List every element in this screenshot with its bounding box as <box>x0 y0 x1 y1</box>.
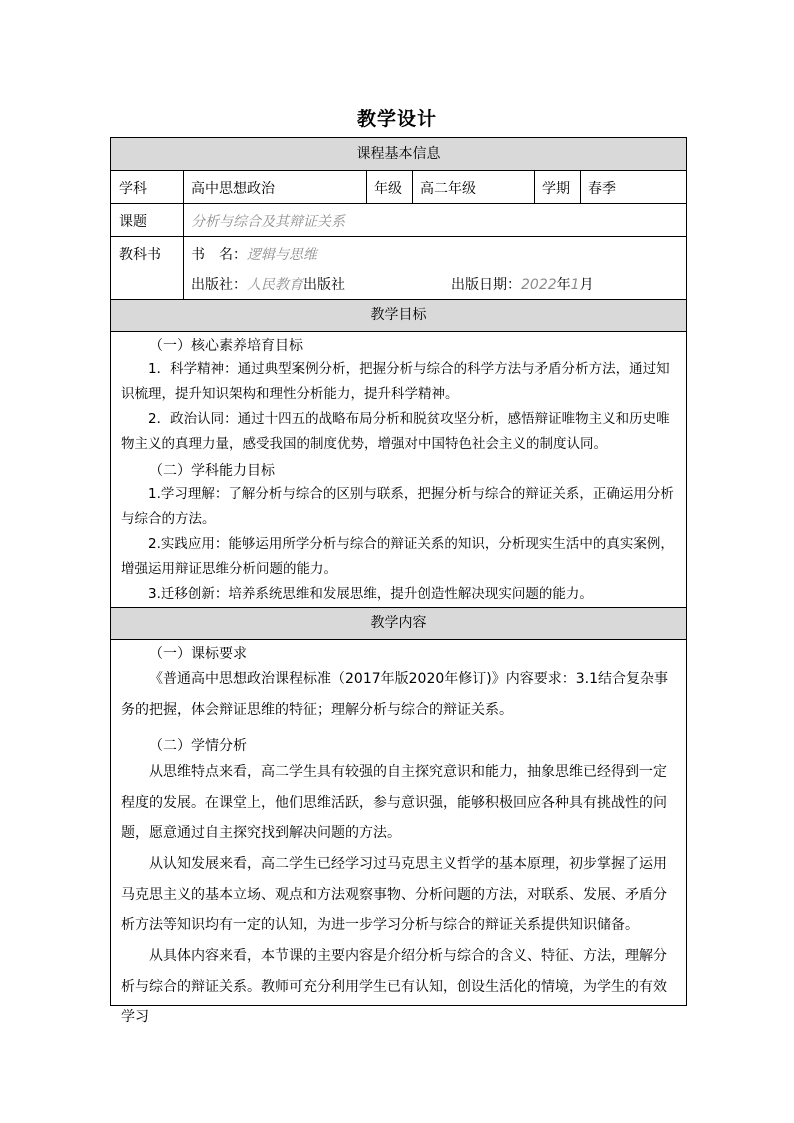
lesson-plan-table <box>110 137 687 1025</box>
divider <box>412 170 413 203</box>
subject-value: 高中思想政治 <box>191 181 275 197</box>
term-label: 学期 <box>542 181 570 197</box>
pubdate-month: 1 <box>570 277 580 293</box>
objectives-subheading-1: （一）核心素养培育目标 <box>149 338 303 354</box>
publisher-value: 人民教育 <box>247 277 303 293</box>
divider <box>366 170 367 203</box>
section-course-info-header: 课程基本信息 <box>111 138 686 171</box>
book-name-value: 逻辑与思维 <box>247 247 317 263</box>
objectives-subheading-2: （二）学科能力目标 <box>149 463 275 479</box>
grade-value: 高二年级 <box>420 181 476 197</box>
publisher-row <box>191 274 345 294</box>
subject-label: 学科 <box>119 181 147 197</box>
pubdate-month-suffix: 月 <box>579 277 594 293</box>
document-title: 教学设计 <box>356 108 437 130</box>
content-subheading-1: （一）课标要求 <box>149 646 247 662</box>
divider <box>183 170 184 299</box>
textbook-label: 教科书 <box>119 247 161 263</box>
objectives-paragraph: 1．科学精神：通过典型案例分析，把握分析与综合的科学方法与矛盾分析方法，通过知识梳理，提升知识架构和理性分析能力，提升科学精神。 <box>121 361 670 402</box>
book-name-label: 书 名： <box>191 247 247 263</box>
content-paragraph: 《普通高中思想政治课程标准（2017年版2020年修订)》内容要求：3.1结合复杂事务的把握，体会辩证思维的特征；理解分析与综合的辩证关系。 <box>121 671 668 718</box>
pubdate-year: 2022 <box>521 277 557 293</box>
pubdate-row <box>451 274 594 294</box>
section-objectives-header: 教学目标 <box>111 299 686 332</box>
pubdate-label: 出版日期： <box>451 277 521 293</box>
content-paragraph: 从具体内容来看，本节课的主要内容是介绍分析与综合的含义、特征、方法，理解分析与综合的辩证关系。教师可充分利用学生已有认知，创设生活化的情境，为学生的有效学习 <box>121 948 667 1025</box>
divider <box>534 170 535 203</box>
topic-value: 分析与综合及其辩证关系 <box>191 214 345 230</box>
publisher-label: 出版社： <box>191 277 247 293</box>
objectives-paragraph: 2．政治认同：通过十四五的战略布局分析和脱贫攻坚分析，感悟辩证唯物主义和历史唯物主义的真理力量，感受我国的制度优势，增强对中国特色社会主义的制度认同。 <box>121 411 670 452</box>
term-value: 春季 <box>588 181 616 197</box>
pubdate-year-suffix: 年 <box>556 277 571 293</box>
divider <box>111 203 686 204</box>
book-name-row <box>191 244 317 264</box>
divider <box>580 170 581 203</box>
objectives-paragraph: 2.实践应用：能够运用所学分析与综合的辩证关系的知识，分析现实生活中的真实案例，增强运用辩证思维分析问题的能力。 <box>121 536 674 577</box>
content-paragraph: 从认知发展来看，高二学生已经学习过马克思主义哲学的基本原理，初步掌握了运用马克思主义的基本立场、观点和方法观察事物、分析问题的方法，对联系、发展、矛盾分析方法等知识均有一定的认知，为进一步学习分析与综合的辩证关系提供知识储备。 <box>121 856 667 933</box>
topic-label: 课题 <box>119 214 147 230</box>
objectives-paragraph: 1.学习理解：了解分析与综合的区别与联系，把握分析与综合的辩证关系，正确运用分析与综合的方法。 <box>121 486 674 527</box>
content-paragraph: 从思维特点来看，高二学生具有较强的自主探究意识和能力，抽象思维已经得到一定程度的发展。在课堂上，他们思维活跃，参与意识强，能够积极回应各种具有挑战性的问题，愿意通过自主探究找到解决问题的方法。 <box>121 764 667 841</box>
divider <box>111 236 686 237</box>
grade-label: 年级 <box>374 181 402 197</box>
publisher-suffix: 出版社 <box>303 277 345 293</box>
objectives-paragraph: 3.迁移创新：培养系统思维和发展思维，提升创造性解决现实问题的能力。 <box>148 586 593 602</box>
content-subheading-2: （二）学情分析 <box>149 738 247 754</box>
section-content-header: 教学内容 <box>111 607 686 640</box>
